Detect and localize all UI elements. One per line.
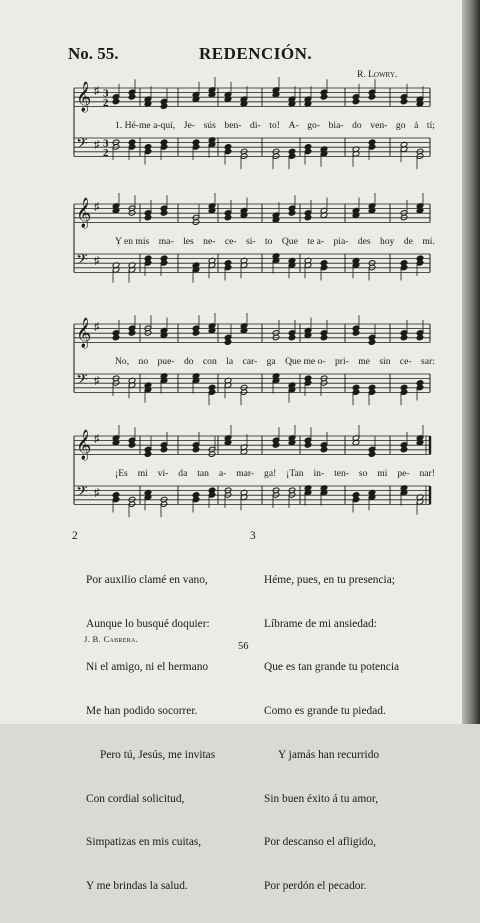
treble-clef-icon: 𝄞: [76, 82, 92, 111]
lyric-line-2: [115, 236, 435, 247]
verse-line: Me han podido socorrer.: [86, 705, 198, 718]
lyric-syllable: ga!: [264, 468, 277, 479]
lyric-syllable: da: [178, 468, 188, 479]
book-gutter: [462, 0, 480, 724]
music-system-4: [0, 428, 462, 528]
verse-line: Líbrame de mi ansiedad:: [264, 617, 377, 630]
lyric-syllable: tan: [197, 468, 209, 479]
lyric-syllable: ga: [266, 356, 276, 367]
bass-clef-icon: 𝄢: [76, 251, 88, 271]
lyric-syllable: vi-: [157, 468, 169, 479]
bass-clef-icon: 𝄢: [76, 371, 88, 391]
verse-line: Como es grande tu piedad.: [264, 705, 386, 718]
lyric-syllable: go: [395, 120, 406, 131]
lyric-syllable: bia-: [328, 120, 344, 131]
sharp-icon: ♯: [94, 375, 100, 387]
lyric-syllable: mi: [377, 468, 388, 479]
composer-credit: R. Lowry.: [357, 70, 398, 80]
treble-clef-icon: 𝄞: [76, 198, 92, 227]
lyric-syllable: car-: [242, 356, 258, 367]
verse-line: Por descanso el afligido,: [264, 836, 376, 849]
lyricist-credit: J. B. Cabrera.: [84, 634, 139, 644]
hymn-title: REDENCIÓN.: [199, 44, 313, 63]
treble-clef-icon: 𝄞: [76, 430, 92, 459]
verse-line: Y me brindas la salud.: [86, 880, 188, 893]
verse-line: Por perdón el pecador.: [264, 880, 367, 893]
lyric-syllable: mí.: [422, 236, 435, 247]
lyric-syllable: de: [403, 236, 413, 247]
lyric-syllable: di-: [250, 120, 261, 131]
lyric-syllable: ¡Es: [115, 468, 128, 479]
sharp-icon: ♯: [94, 487, 100, 499]
lyric-syllable: ce-: [399, 356, 412, 367]
lyric-syllable: A-: [288, 120, 299, 131]
sharp-icon: ♯: [94, 201, 100, 213]
lyric-syllable: Que me o-: [285, 356, 326, 367]
lyric-syllable: si-: [245, 236, 256, 247]
bass-clef-icon: 𝄢: [76, 483, 88, 503]
verse-line: Que es tan grande tu potencia: [264, 661, 400, 674]
time-signature: 2: [103, 97, 109, 109]
verse-line: Ni el amigo, ni el hermano: [86, 661, 209, 674]
verse-line: Héme, pues, en tu presencia;: [264, 573, 395, 586]
lyric-syllable: la: [226, 356, 234, 367]
page-number: 56: [238, 641, 249, 652]
lyric-syllable: do: [352, 120, 362, 131]
music-system-3: [0, 316, 462, 416]
verse-line: Con cordial solicitud,: [86, 792, 185, 805]
bass-clef-icon: 𝄢: [76, 135, 88, 155]
lyric-syllable: ne-: [203, 236, 216, 247]
lyric-syllable: me: [358, 356, 370, 367]
lyric-line-3: [115, 356, 435, 367]
time-signature: 3: [103, 137, 109, 150]
lyric-syllable: so: [358, 468, 368, 479]
music-system-1: [0, 78, 462, 178]
lyric-syllable: sin: [379, 356, 391, 367]
lyric-syllable: in-: [313, 468, 325, 479]
verse-line: Aunque lo busqué doquier:: [86, 617, 210, 630]
lyric-syllable: des: [357, 236, 371, 247]
verse-line: Y jamás han recurrido: [278, 748, 380, 761]
lyric-syllable: ben-: [224, 120, 242, 131]
lyric-syllable: do: [183, 356, 194, 367]
lyric-syllable: ¡Tan: [286, 468, 304, 479]
lyric-syllable: mar-: [236, 468, 255, 479]
lyric-syllable: pia-: [333, 236, 349, 247]
lyric-syllable: pue-: [157, 356, 175, 367]
lyric-syllable: sús: [203, 120, 216, 131]
lyric-syllable: hoy: [380, 236, 395, 247]
lyric-syllable: 1. Hé-me a-quí,: [115, 120, 176, 131]
lyric-syllable: pe-: [397, 468, 410, 479]
lyric-syllable: con: [202, 356, 217, 367]
treble-clef-icon: 𝄞: [76, 318, 92, 347]
lyric-syllable: ce-: [224, 236, 237, 247]
sharp-icon: ♯: [94, 321, 100, 333]
lyric-syllable: go-: [307, 120, 321, 131]
lyric-syllable: les: [183, 236, 194, 247]
sharp-icon: ♯: [94, 139, 100, 151]
verse-line: Simpatizas en mis cuitas,: [86, 836, 202, 849]
verse-number: 3: [250, 530, 256, 542]
lyric-syllable: mi: [137, 468, 148, 479]
lyric-syllable: nar!: [419, 468, 435, 479]
verse-line: Por auxilio clamé en vano,: [86, 573, 208, 586]
lyric-syllable: ten-: [334, 468, 349, 479]
lyric-line-1: [115, 120, 435, 131]
verse-line: Sin buen éxito á tu amor,: [264, 792, 379, 805]
lyric-syllable: tí;: [426, 120, 435, 131]
lyric-syllable: no: [138, 356, 149, 367]
lyric-syllable: ven-: [370, 120, 388, 131]
lyric-syllable: á: [414, 120, 419, 131]
time-signature: 2: [103, 147, 109, 159]
sharp-icon: ♯: [94, 433, 100, 445]
verse-number: 2: [72, 530, 78, 542]
lyric-syllable: No,: [115, 356, 130, 367]
lyric-syllable: Y en mis: [115, 236, 150, 247]
lyric-line-4: [115, 468, 435, 479]
lyric-syllable: Je-: [183, 120, 195, 131]
sharp-icon: ♯: [94, 255, 100, 267]
sharp-icon: ♯: [94, 85, 100, 97]
lyric-syllable: Que: [281, 236, 298, 247]
verse-3: [250, 529, 400, 923]
lyric-syllable: to!: [269, 120, 280, 131]
lyric-syllable: to: [264, 236, 273, 247]
hymn-number: No. 55.: [68, 44, 119, 63]
lyric-syllable: te a-: [307, 236, 325, 247]
lyric-syllable: a-: [218, 468, 227, 479]
verse-line: Pero tú, Jesús, me invitas: [100, 748, 216, 761]
time-signature: 3: [103, 87, 109, 100]
lyric-syllable: pri-: [334, 356, 349, 367]
lyric-syllable: ma-: [158, 236, 174, 247]
lyric-syllable: sar:: [421, 356, 435, 367]
music-system-2: [0, 196, 462, 296]
verse-2: [72, 529, 216, 923]
